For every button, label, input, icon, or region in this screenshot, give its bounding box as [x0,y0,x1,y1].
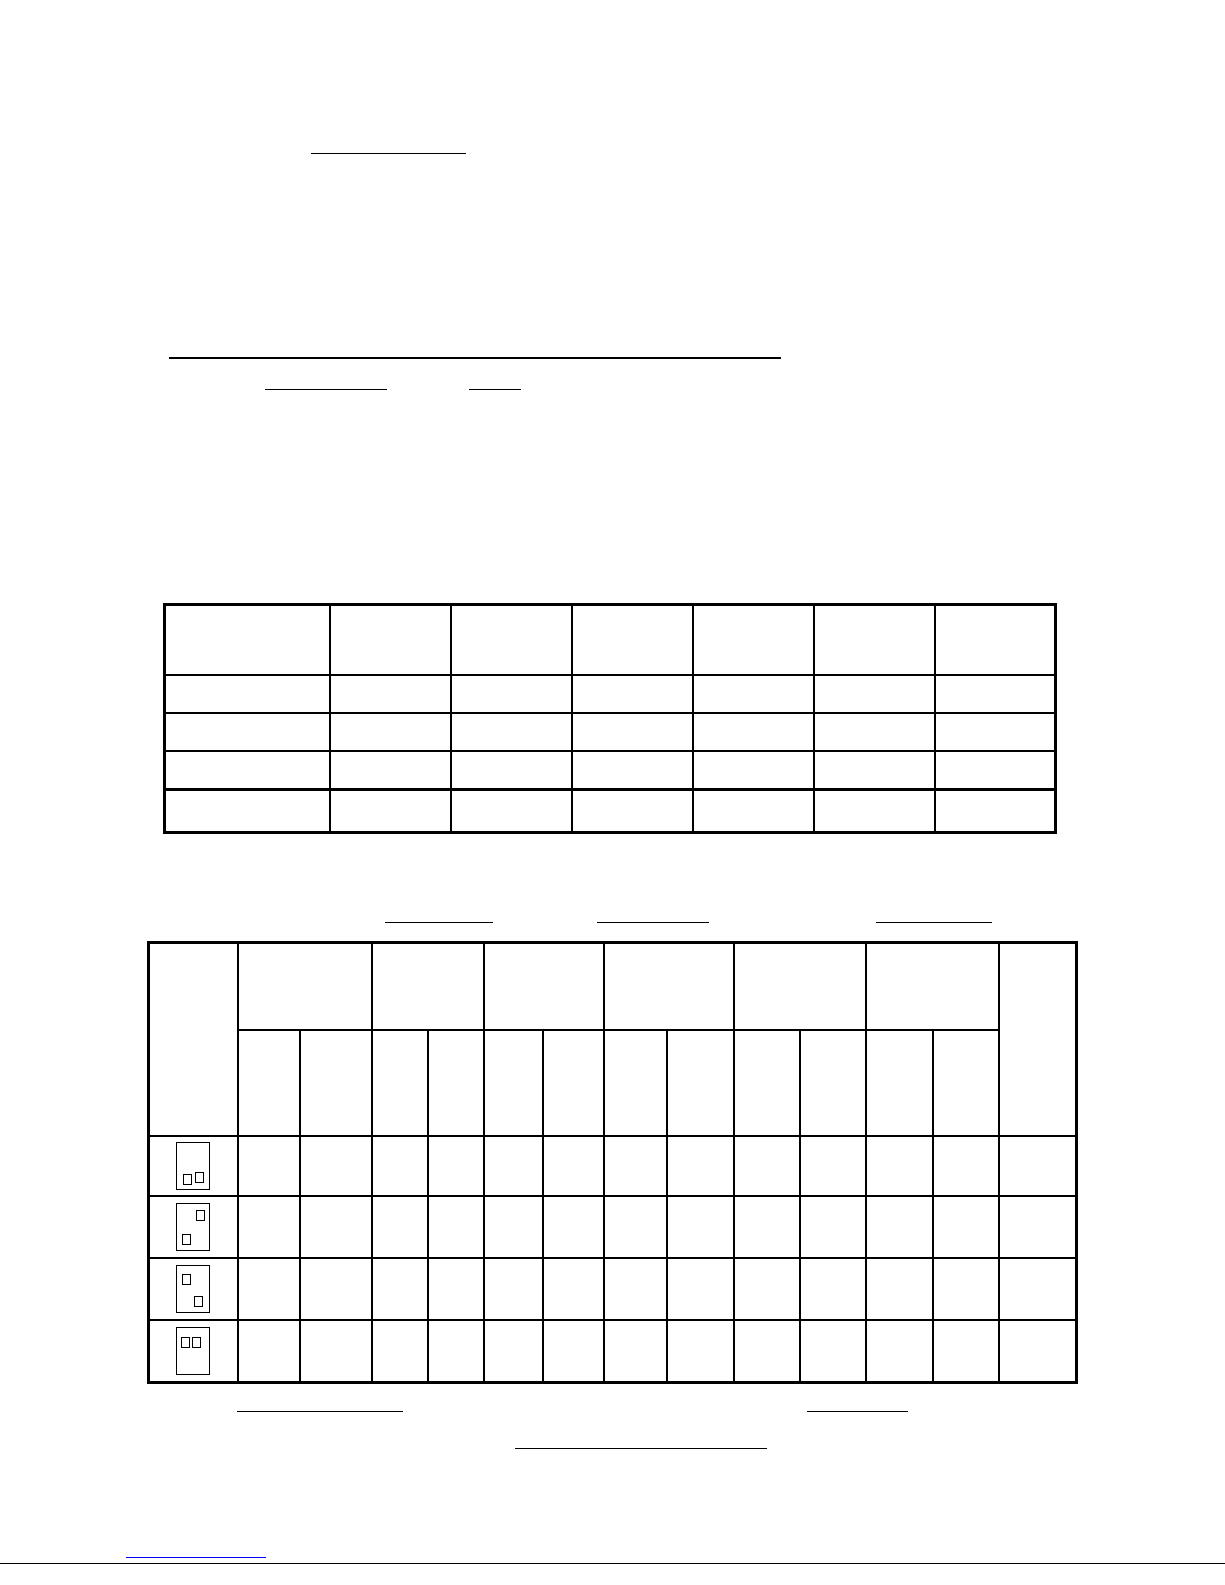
table-cell [543,1196,604,1258]
table-cell [604,1030,667,1136]
table-cell [935,790,1056,833]
table-cell [866,1196,933,1258]
diagonal-top-right-icon [176,1203,210,1251]
blank-line-10 [515,1448,767,1449]
table-cell [933,1030,999,1136]
table-cell [238,1030,300,1136]
table-row [149,1320,1077,1383]
table-cell [572,751,693,790]
table-cell [330,751,451,790]
table-cell [372,1258,428,1320]
blank-line-3 [265,389,387,390]
table-cell [999,1196,1077,1258]
table-cell [933,1196,999,1258]
table-cell [165,605,330,676]
table-cell [428,1320,484,1383]
table-cell [428,1030,484,1136]
table-cell [149,1258,238,1320]
blank-line-9 [807,1411,908,1412]
blank-line-4 [469,389,521,390]
table-cell [165,713,330,751]
table-cell [451,790,572,833]
table-cell [572,713,693,751]
table-cell [484,1196,543,1258]
table-cell [572,675,693,713]
table-cell [999,1320,1077,1383]
table-cell [330,713,451,751]
table-cell [734,1320,800,1383]
table-cell [933,1320,999,1383]
table-cell [238,1320,300,1383]
blank-line-8 [237,1411,403,1412]
table-cell [604,943,734,1031]
table-cell [814,751,935,790]
table-cell [693,713,814,751]
table-cell [428,1136,484,1196]
table-cell [866,1258,933,1320]
blank-line-7 [876,922,992,923]
table-cell [238,943,372,1031]
table-cell [572,790,693,833]
blank-line-6 [597,922,709,923]
table-cell [667,1320,734,1383]
table-cell [667,1196,734,1258]
table-cell [604,1136,667,1196]
table-cell [543,1136,604,1196]
table-cell [238,1258,300,1320]
table-row [165,751,1056,790]
summary-table [163,603,1057,834]
table-cell [800,1320,866,1383]
table-subheader-row [149,1030,1077,1136]
table-cell [238,1136,300,1196]
two-squares-bottom-icon [176,1142,210,1190]
table-cell [734,1258,800,1320]
table-cell [300,1136,372,1196]
table-cell [372,1136,428,1196]
table-cell [451,675,572,713]
table-cell [543,1030,604,1136]
table-cell [999,1136,1077,1196]
table-cell [604,1258,667,1320]
table-cell [604,1320,667,1383]
table-cell [300,1196,372,1258]
table-cell [814,713,935,751]
table-cell [165,751,330,790]
table-cell [667,1136,734,1196]
table-cell [933,1136,999,1196]
table-cell [428,1258,484,1320]
table-cell [572,605,693,676]
table-cell [330,605,451,676]
table-cell [734,1196,800,1258]
table-row [165,675,1056,713]
table-cell [165,790,330,833]
footer-link-underline[interactable] [126,1557,266,1558]
pattern-table [147,941,1078,1384]
table-cell [484,1258,543,1320]
table-cell [428,1196,484,1258]
table-cell [866,1320,933,1383]
table-cell [149,1196,238,1258]
table-cell [935,751,1056,790]
table-cell [330,675,451,713]
table-cell [300,1030,372,1136]
table-cell [693,751,814,790]
table-cell [149,1136,238,1196]
table-cell [149,943,238,1137]
table-cell [935,605,1056,676]
table-cell [451,713,572,751]
table-row [165,790,1056,833]
table-cell [372,943,484,1031]
table-cell [800,1030,866,1136]
table-cell [604,1196,667,1258]
table-cell [814,605,935,676]
blank-line-2 [169,357,781,359]
table-cell [484,1320,543,1383]
table-cell [800,1258,866,1320]
table-cell [372,1030,428,1136]
table-cell [667,1030,734,1136]
table-cell [300,1320,372,1383]
table-cell [935,675,1056,713]
table-cell [484,1030,543,1136]
table-header-row [165,605,1056,676]
table-cell [484,1136,543,1196]
table-row [149,1196,1077,1258]
table-cell [866,943,999,1031]
table-cell [372,1320,428,1383]
table-cell [484,943,604,1031]
table-cell [667,1258,734,1320]
table-cell [814,675,935,713]
table-cell [800,1196,866,1258]
table-cell [999,1258,1077,1320]
table-row [149,1258,1077,1320]
table-cell [451,605,572,676]
table-cell [734,1030,800,1136]
table-cell [734,1136,800,1196]
table-cell [451,751,572,790]
table-cell [238,1196,300,1258]
table-cell [543,1320,604,1383]
table-row [165,713,1056,751]
blank-line-1 [311,153,466,154]
table-cell [866,1136,933,1196]
footer-rule [0,1563,1225,1564]
table-cell [372,1196,428,1258]
table-cell [330,790,451,833]
table-cell [165,675,330,713]
table-cell [693,605,814,676]
table-cell [543,1258,604,1320]
table-cell [933,1258,999,1320]
table-header-row [149,943,1077,1031]
table-cell [693,790,814,833]
table-cell [149,1320,238,1383]
table-cell [814,790,935,833]
table-cell [734,943,866,1031]
table-cell [800,1136,866,1196]
blank-line-5 [385,922,493,923]
table-cell [935,713,1056,751]
table-cell [999,943,1077,1137]
table-cell [300,1258,372,1320]
diagonal-top-left-icon [176,1265,210,1313]
table-row [149,1136,1077,1196]
two-squares-top-icon [176,1327,210,1375]
table-cell [693,675,814,713]
table-cell [866,1030,933,1136]
